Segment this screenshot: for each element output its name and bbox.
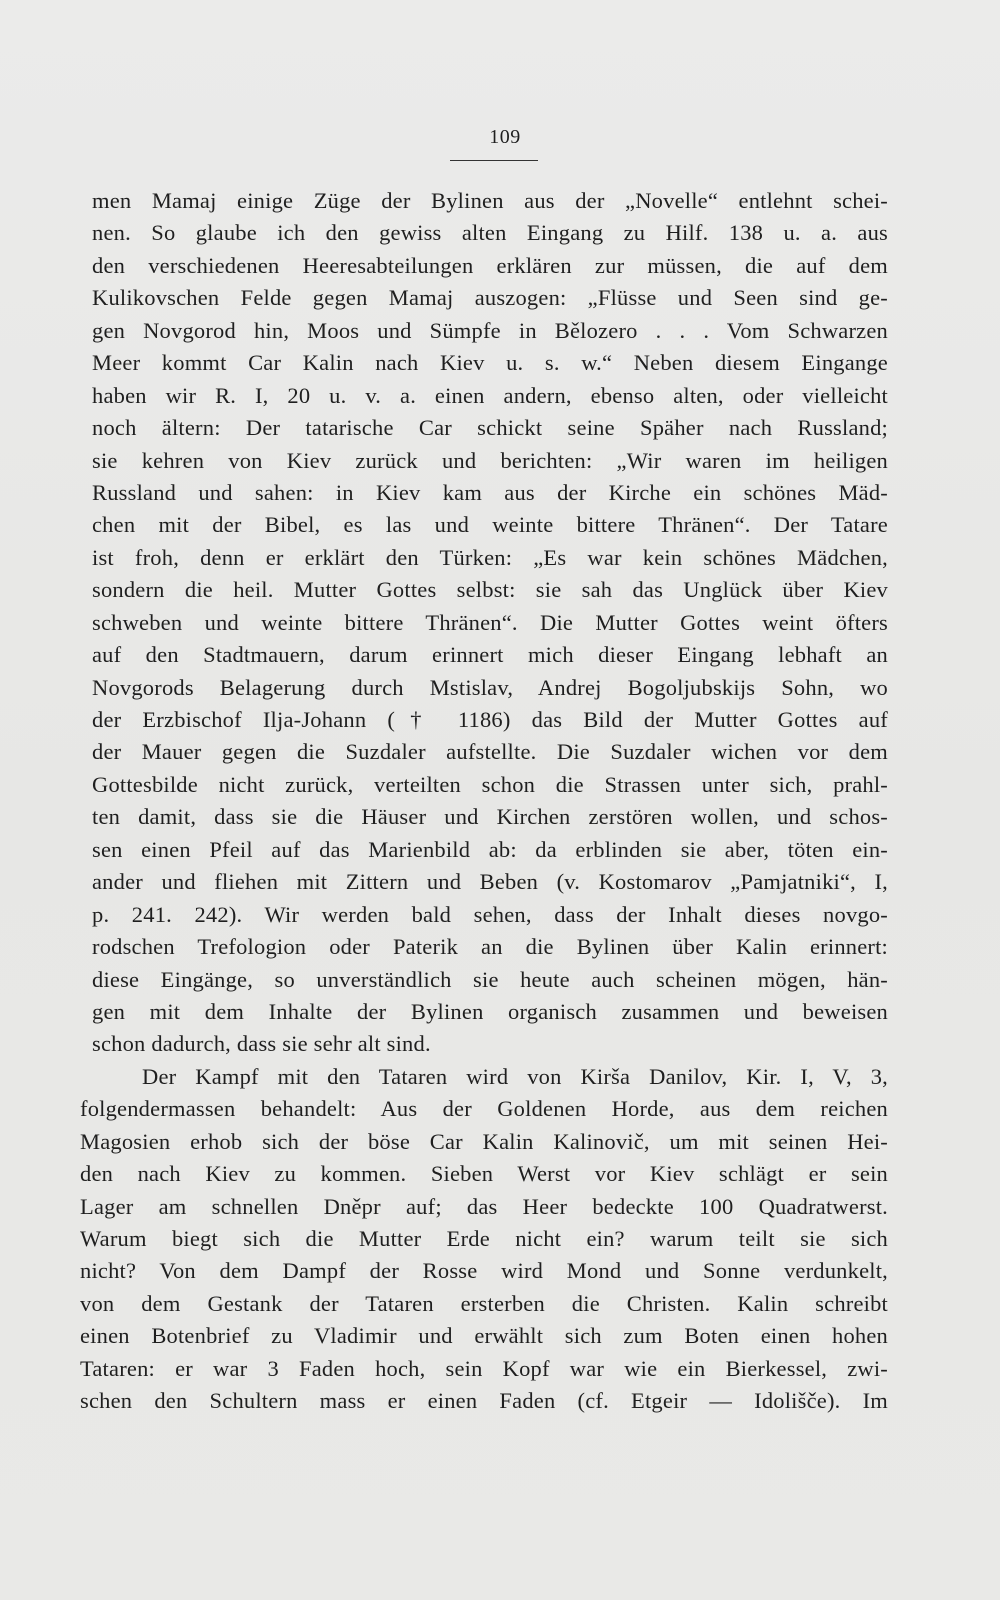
text-line: chen mit der Bibel, es las und weinte bittere Thränen“. Der Tatare (92, 512, 888, 538)
page-number: 109 (489, 126, 521, 148)
paragraph-end-line: schon dadurch, dass sie sehr alt sind. (92, 1031, 431, 1057)
text-line: Tataren: er war 3 Faden hoch, sein Kopf war wie ein Bierkessel, zwi- (80, 1355, 888, 1381)
body-text (80, 185, 888, 1418)
text-line: ten damit, dass sie die Häuser und Kirchen zerstören wollen, und schos- (92, 804, 888, 830)
text-line: Gottesbilde nicht zurück, verteilten schon die Strassen unter sich, prahl- (92, 771, 888, 797)
text-line: men Mamaj einige Züge der Bylinen aus der „Novelle“ entlehnt schei- (92, 188, 888, 213)
text-line: ander und fliehen mit Zittern und Beben (v. Kostomarov „Pamjatniki“, I, (92, 869, 888, 895)
text-line: schen den Schultern mass er einen Faden (cf. Etgeir — Idolišče). Im (80, 1388, 888, 1414)
text-line: gen mit dem Inhalte der Bylinen organisch zusammen und beweisen (92, 998, 888, 1024)
text-line: Warum biegt sich die Mutter Erde nicht ein? warum teilt sie sich (80, 1226, 888, 1251)
text-line: Russland und sahen: in Kiev kam aus der Kirche ein schönes Mäd- (92, 479, 888, 505)
text-line: schweben und weinte bittere Thränen“. Die Mutter Gottes weint öfters (92, 609, 888, 635)
text-line: nen. So glaube ich den gewiss alten Eingang zu Hilf. 138 u. a. aus (92, 220, 888, 246)
page-number-rule (450, 160, 538, 161)
text-line: diese Eingänge, so unverständlich sie heute auch scheinen mögen, hän- (92, 966, 888, 992)
paragraph-start-line: Der Kampf mit den Tataren wird von Kirša Danilov, Kir. I, V, 3, (142, 1063, 888, 1089)
text-line: ist froh, denn er erklärt den Türken: „Es war kein schönes Mädchen, (92, 544, 888, 570)
text-line: Magosien erhob sich der böse Car Kalin Kalinovič, um mit seinen Hei- (80, 1128, 888, 1154)
text-line: rodschen Trefologion oder Paterik an die Bylinen über Kalin erinnert: (92, 934, 888, 960)
text-line: noch ältern: Der tatarische Car schickt seine Späher nach Russland; (92, 415, 888, 441)
text-line: folgendermassen behandelt: Aus der Goldenen Horde, aus dem reichen (80, 1096, 888, 1122)
text-line: Meer kommt Car Kalin nach Kiev u. s. w.“ Neben diesem Eingange (92, 350, 888, 376)
text-line: von dem Gestank der Tataren ersterben die Christen. Kalin schreibt (80, 1290, 888, 1316)
text-line: den nach Kiev zu kommen. Sieben Werst vor Kiev schlägt er sein (80, 1161, 888, 1187)
text-line: der Mauer gegen die Suzdaler aufstellte. Die Suzdaler wichen vor dem (92, 739, 888, 765)
text-line: gen Novgorod hin, Moos und Sümpfe in Bělozero . . . Vom Schwarzen (92, 317, 888, 343)
text-line: nicht? Von dem Dampf der Rosse wird Mond und Sonne verdunkelt, (80, 1258, 888, 1284)
text-line: der Erzbischof Ilja-Johann († 1186) das Bild der Mutter Gottes auf (92, 707, 888, 732)
text-line: sondern die heil. Mutter Gottes selbst: sie sah das Unglück über Kiev (92, 577, 888, 603)
text-line: sie kehren von Kiev zurück und berichten: „Wir waren im heiligen (92, 447, 888, 473)
text-line: Kulikovschen Felde gegen Mamaj auszogen: „Flüsse und Seen sind ge- (92, 285, 888, 311)
text-line: p. 241. 242). Wir werden bald sehen, dass der Inhalt dieses novgo- (92, 901, 888, 927)
text-line: einen Botenbrief zu Vladimir und erwählt sich zum Boten einen hohen (80, 1323, 888, 1349)
text-line: Novgorods Belagerung durch Mstislav, Andrej Bogoljubskijs Sohn, wo (92, 674, 888, 700)
text-line: sen einen Pfeil auf das Marienbild ab: da erblinden sie aber, töten ein- (92, 836, 888, 862)
text-line: Lager am schnellen Dněpr auf; das Heer bedeckte 100 Quadratwerst. (80, 1193, 888, 1219)
text-line: auf den Stadtmauern, darum erinnert mich dieser Eingang lebhaft an (92, 642, 888, 668)
text-line: haben wir R. I, 20 u. v. a. einen andern, ebenso alten, oder vielleicht (92, 382, 888, 408)
text-line: den verschiedenen Heeresabteilungen erklären zur müssen, die auf dem (92, 252, 888, 278)
